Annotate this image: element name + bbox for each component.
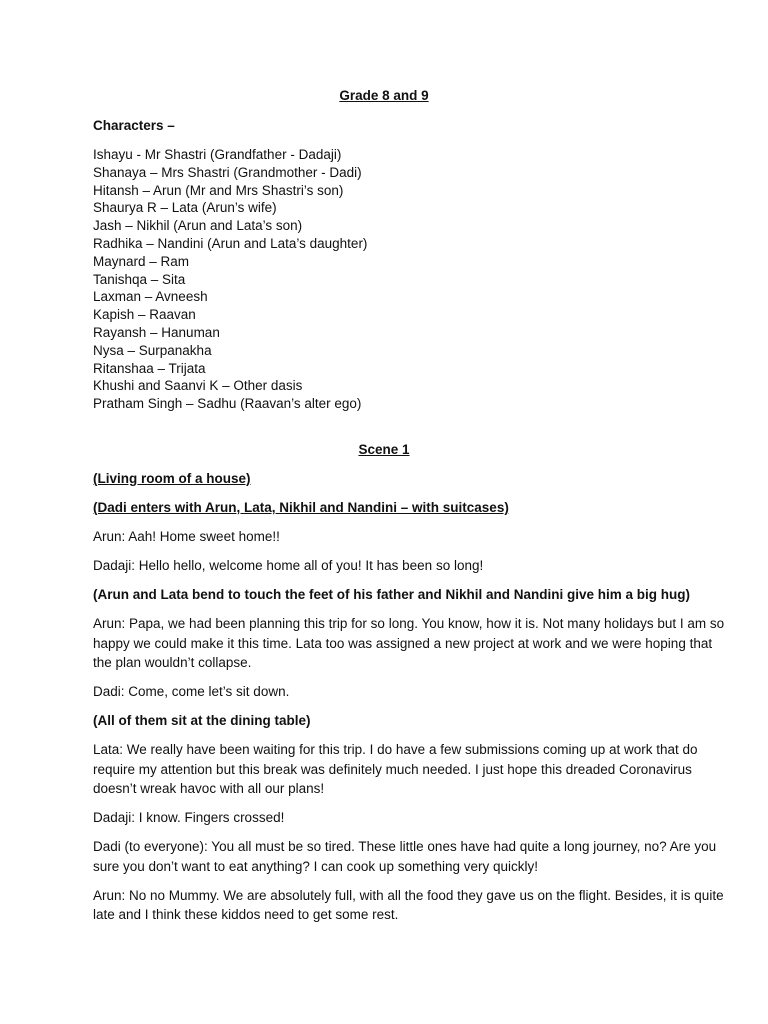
character-entry: Hitansh – Arun (Mr and Mrs Shastri’s son) [93,182,344,198]
character-entry: Maynard – Ram [93,253,190,269]
character-entry: Shanaya – Mrs Shastri (Grandmother - Dadi) [93,164,362,180]
character-list [93,146,713,413]
character-entry: Laxman – Avneesh [93,289,208,305]
dialogue-line: Lata: We really have been waiting for this trip. I do have a few submissions coming up at work that do require my attention but this break was definitely much needed. I just hope this dreaded Coronavirus doesn’t wreak havoc with all our plans! [93,742,698,796]
character-entry: Jash – Nikhil (Arun and Lata’s son) [93,218,303,234]
stage-direction: (Arun and Lata bend to touch the feet of his father and Nikhil and Nandini give him a big hug) [93,587,691,602]
dialogue-line: Arun: Papa, we had been planning this trip for so long. You know, how it is. Not many holidays but I am so happy we could make it this time. Lata too was assigned a new project at work and we were hoping that the plan wouldn’t collapse. [93,616,725,670]
character-entry: Khushi and Saanvi K – Other dasis [93,378,303,394]
character-entry: Nysa – Surpanakha [93,342,212,358]
character-entry: Pratham Singh – Sadhu (Raavan’s alter ego) [93,396,362,412]
characters-heading: Characters – [93,118,175,133]
dialogue-line: Dadi (to everyone): You all must be so tired. These little ones have had quite a long journey, no? Are you sure you don’t want to eat anything? I can cook up something very quickly! [93,839,717,874]
character-entry: Kapish – Raavan [93,307,196,323]
character-entry: Ishayu - Mr Shastri (Grandfather - Dadaji) [93,147,342,162]
character-entry: Ritanshaa – Trijata [93,360,206,376]
character-entry: Radhika – Nandini (Arun and Lata’s daughter) [93,235,368,251]
scene-title: Scene 1 [358,442,410,457]
stage-direction: (Living room of a house) [93,471,251,486]
dialogue-line: Arun: Aah! Home sweet home!! [93,529,280,544]
document-title: Grade 8 and 9 [339,88,429,103]
dialogue-line: Dadaji: Hello hello, welcome home all of you! It has been so long! [93,558,484,573]
dialogue-line: Arun: No no Mummy. We are absolutely full, with all the food they gave us on the flight. Besides, it is quite late and I think these kiddos need to get some rest. [93,887,724,922]
character-entry: Tanishqa – Sita [93,271,186,287]
stage-direction: (All of them sit at the dining table) [93,713,311,728]
character-entry: Rayansh – Hanuman [93,324,220,340]
dialogue-line: Dadaji: I know. Fingers crossed! [93,810,285,825]
script-body [93,469,733,934]
stage-direction: (Dadi enters with Arun, Lata, Nikhil and Nandini – with suitcases) [93,500,509,515]
dialogue-line: Dadi: Come, come let’s sit down. [93,684,290,699]
character-entry: Shaurya R – Lata (Arun’s wife) [93,200,277,216]
